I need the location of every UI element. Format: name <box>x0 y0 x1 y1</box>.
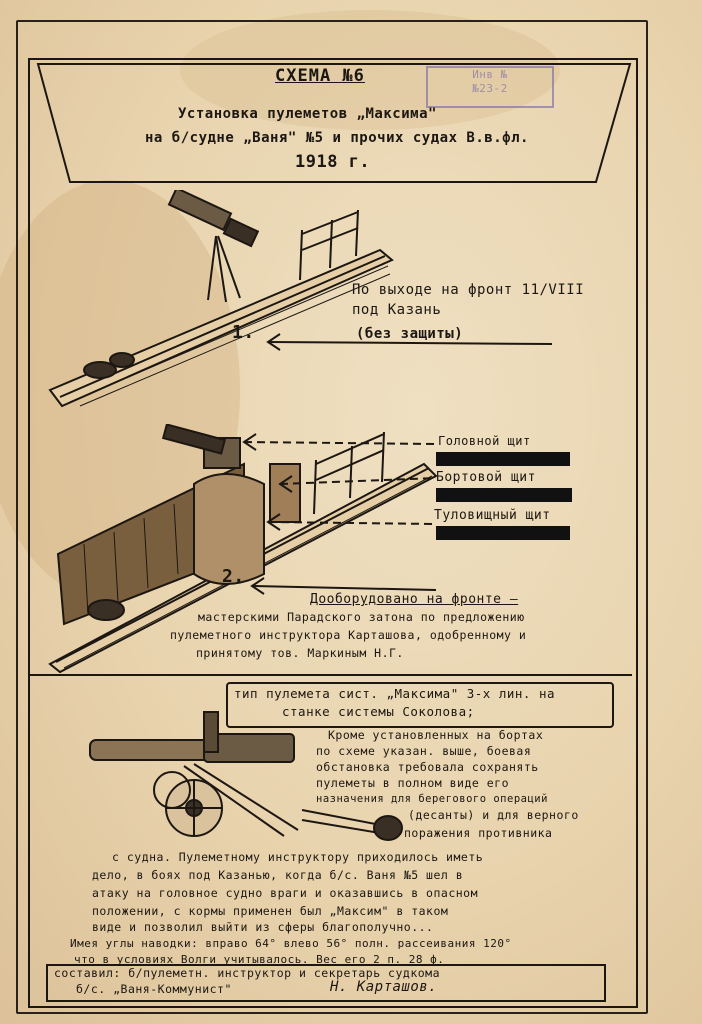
section-divider <box>30 674 632 676</box>
scheme-year: 1918 г. <box>295 152 371 172</box>
stage-2-caption-line-2: мастерскими Парадского затона по предложению <box>198 610 525 624</box>
composed-line-2: б/с. „Ваня-Коммунист" <box>76 982 232 996</box>
gun-type-line-2: станке системы Соколова; <box>282 704 475 719</box>
stage-1-caption-line-2: под Казань <box>352 302 442 318</box>
stamp-line-1: Инв № <box>472 68 508 81</box>
stage-2-caption-line-4: принятому тов. Маркиным Н.Г. <box>196 646 404 660</box>
body-shield-label: Туловищный щит <box>434 508 551 523</box>
stage-1-caption-line-3: (без защиты) <box>356 326 464 342</box>
subtitle-line-2: на б/судне „Ваня" №5 и прочих судах В.в.фл. <box>145 130 529 146</box>
account-line: с судна. Пулеметному инструктору приходилось иметь <box>112 850 484 864</box>
maxim-gun-drawing <box>84 704 304 854</box>
stage-2-number: 2. <box>222 566 245 587</box>
desc-line: по схеме указан. выше, боевая <box>316 744 532 758</box>
angles-line: Имея углы наводки: вправо 64° влево 56° полн. рассеивания 120° <box>70 937 512 950</box>
side-shield-label: Бортовой щит <box>436 470 536 485</box>
head-shield-label: Головной щит <box>438 434 531 448</box>
stage-2-caption-line-1: Дооборудовано на фронте — <box>310 592 519 607</box>
account-line: положении, с кормы применен был „Максим" в таком <box>92 904 449 918</box>
stamp-line-2: №23-2 <box>472 82 508 95</box>
gun-type-line-1: тип пулемета сист. „Максима" 3-х лин. на <box>234 686 556 701</box>
desc-line: поражения противника <box>404 826 553 840</box>
body-shield-bar <box>436 526 570 540</box>
stage-2-leaders <box>236 430 446 600</box>
account-line: атаку на головное судно враги и оказавшись в опасном <box>92 886 479 900</box>
stage-2-caption-line-3: пулеметного инструктора Карташова, одобренному и <box>170 628 527 642</box>
stage-1-drawing <box>40 190 400 420</box>
desc-line: Кроме установленных на бортах <box>328 728 544 742</box>
desc-line: обстановка требовала сохранять <box>316 760 539 774</box>
desc-line: (десанты) и для верного <box>408 808 579 822</box>
side-shield-bar <box>436 488 572 502</box>
account-line: виде и позволил выйти из сферы благополучно... <box>92 920 434 934</box>
desc-line: назначения для берегового операций <box>316 793 548 805</box>
stage-1-number: 1. <box>232 322 255 343</box>
composed-line-1: составил: б/пулеметн. инструктор и секретарь судкома <box>54 966 441 980</box>
archive-stamp <box>426 66 554 108</box>
account-line: дело, в боях под Казанью, когда б/с. Ваня №5 шел в <box>92 868 464 882</box>
stage-1-caption-line-1: По выходе на фронт 11/VIII <box>352 282 585 298</box>
scheme-title: СХЕМА №6 <box>275 66 365 86</box>
author-signature: Н. Карташов. <box>330 979 438 995</box>
head-shield-bar <box>436 452 570 466</box>
subtitle-line-1: Установка пулеметов „Максима" <box>178 106 437 122</box>
weight-line: что в условиях Волги учитывалось. Вес его 2 п. 28 ф. <box>74 953 445 966</box>
mount-trail-drawing <box>300 800 410 850</box>
desc-line: пулеметы в полном виде его <box>316 776 510 790</box>
